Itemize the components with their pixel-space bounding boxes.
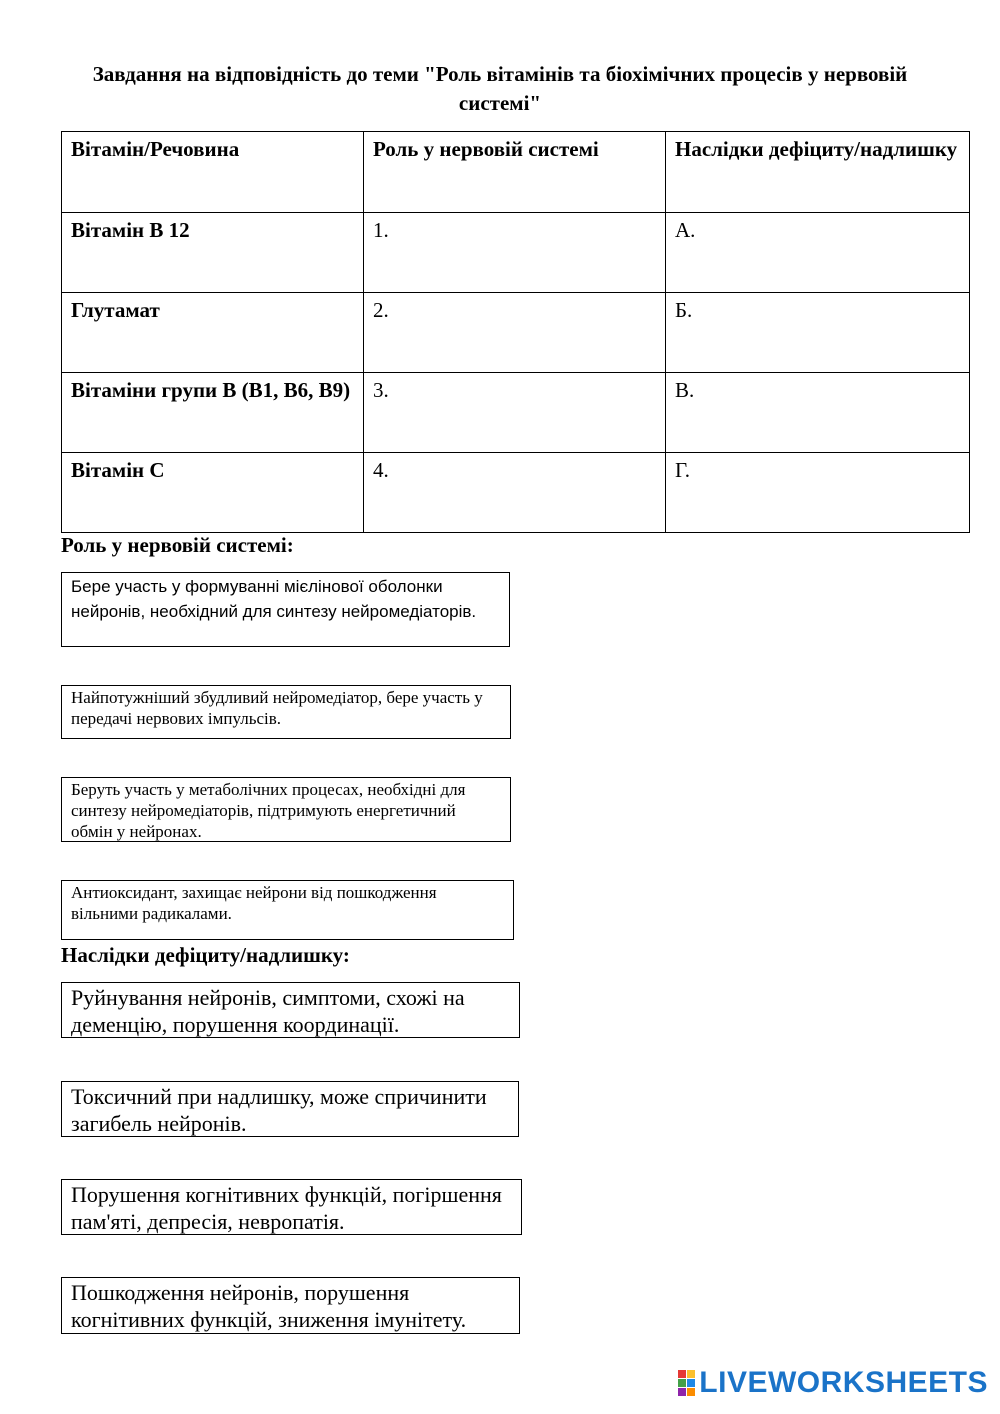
role-drop-slot[interactable]: 1. — [364, 213, 666, 293]
role-drop-slot[interactable]: 4. — [364, 453, 666, 533]
role-drop-slot[interactable]: 3. — [364, 373, 666, 453]
logo-square — [678, 1379, 686, 1387]
substance-name: Глутамат — [62, 293, 364, 373]
logo-square — [687, 1370, 695, 1378]
roles-heading: Роль у нервовій системі: — [61, 533, 294, 557]
role-card[interactable]: Антиоксидант, захищає нейрони від пошкодження вільними радикалами. — [61, 880, 514, 940]
effects-heading: Наслідки дефіциту/надлишку: — [61, 943, 350, 967]
logo-square — [678, 1370, 686, 1378]
matching-table — [61, 131, 970, 533]
header-substance: Вітамін/Речовина — [62, 132, 364, 213]
role-card[interactable]: Беруть участь у метаболічних процесах, необхідні для синтезу нейромедіаторів, підтримують енергетичний обмін у нейронах. — [61, 777, 511, 842]
effect-drop-slot[interactable]: Г. — [666, 453, 970, 533]
brand-name: LIVEWORKSHEETS — [699, 1366, 988, 1399]
effect-card[interactable]: Токсичний при надлишку, може спричинити загибель нейронів. — [61, 1081, 519, 1137]
table-row — [62, 373, 970, 453]
table-row — [62, 213, 970, 293]
substance-name: Вітаміни групи В (В1, В6, В9) — [62, 373, 364, 453]
liveworksheets-logo — [678, 1368, 988, 1398]
role-card[interactable]: Найпотужніший збудливий нейромедіатор, бере участь у передачі нервових імпульсів. — [61, 685, 511, 739]
effect-card[interactable]: Пошкодження нейронів, порушення когнітивних функцій, зниження імунітету. — [61, 1277, 520, 1334]
header-effect: Наслідки дефіциту/надлишку — [666, 132, 970, 213]
liveworksheets-logo-icon — [678, 1370, 695, 1396]
effect-drop-slot[interactable]: Б. — [666, 293, 970, 373]
logo-square — [687, 1379, 695, 1387]
substance-name: Вітамін В 12 — [62, 213, 364, 293]
role-card[interactable]: Бере участь у формуванні мієлінової оболонки нейронів, необхідний для синтезу нейромедіаторів. — [61, 572, 510, 647]
effect-card[interactable]: Руйнування нейронів, симптоми, схожі на деменцію, порушення координації. — [61, 982, 520, 1038]
table-row — [62, 293, 970, 373]
logo-square — [687, 1388, 695, 1396]
table-header-row — [62, 132, 970, 213]
effect-drop-slot[interactable]: В. — [666, 373, 970, 453]
role-drop-slot[interactable]: 2. — [364, 293, 666, 373]
header-role: Роль у нервовій системі — [364, 132, 666, 213]
substance-name: Вітамін С — [62, 453, 364, 533]
worksheet-title: Завдання на відповідність до теми "Роль вітамінів та біохімічних процесів у нервовій системі" — [92, 62, 908, 115]
effect-card[interactable]: Порушення когнітивних функцій, погіршення пам'яті, депресія, невропатія. — [61, 1179, 522, 1235]
effect-drop-slot[interactable]: А. — [666, 213, 970, 293]
logo-square — [678, 1388, 686, 1396]
table-row — [62, 453, 970, 533]
